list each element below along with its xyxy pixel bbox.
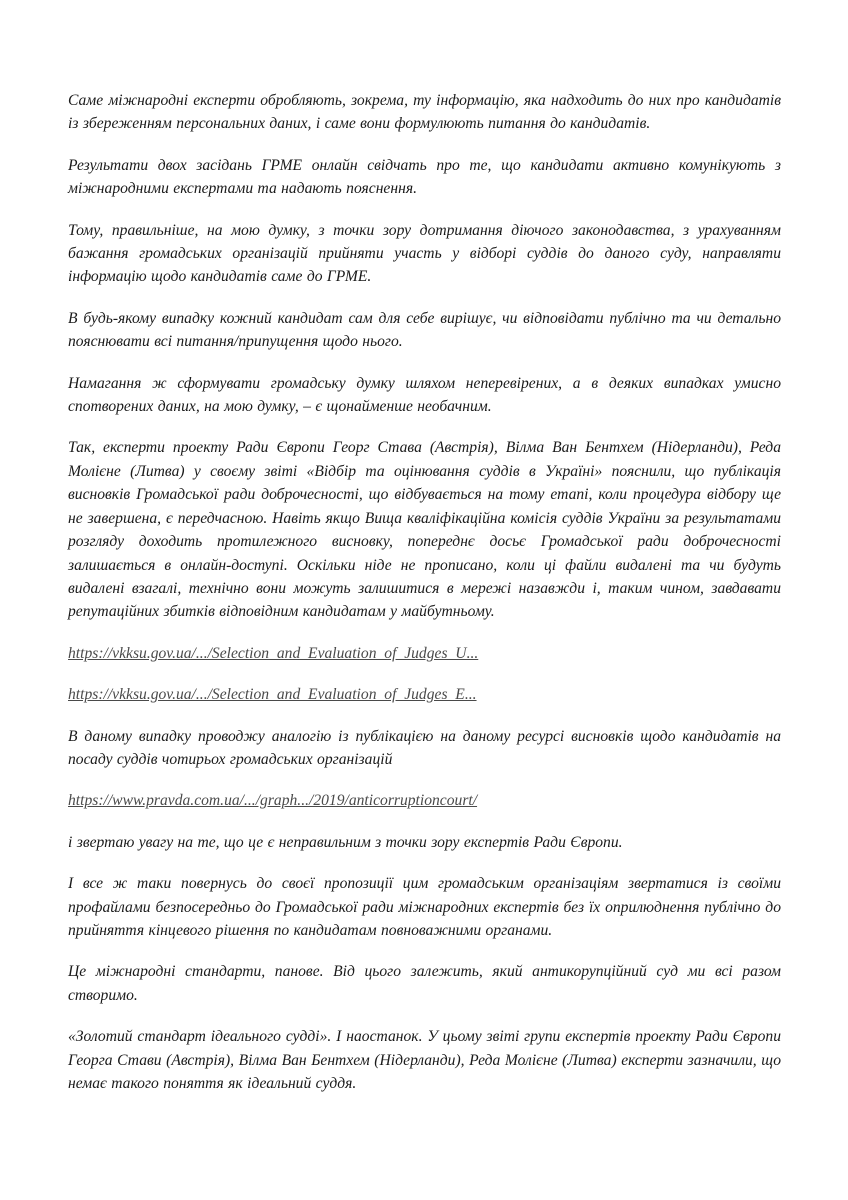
paragraph-council-of-europe-report: Так, експерти проекту Ради Європи Георг Става (Австрія), Вілма Ван Бентхем (Нідерланди), Реда Молієне (Литва) у своєму звіті «Відбір та оцінювання суддів в Україні» пояснили, що публікація висновків Громадської ради доброчесності, що відбувається на тому етапі, коли процедура відбору ще не завершена, є передчасною. Навіть якщо Вища кваліфікаційна комісія суддів України за результатами розгляду доходить протилежного висновку, попереднє досьє Громадської ради доброчесності залишається в онлайн-доступі. Оскільки ніде не прописано, коли ці файли видалені та чи будуть видалені взагалі, технічно вони можуть залишитися в мережі назавжди і, таким чином, завдавати репутаційних збитків відповідним кандидатам у майбутньому.: [68, 439, 781, 621]
paragraph-candidate-decides: В будь-якому випадку кожний кандидат сам для себе вирішує, чи відповідати публічно та чи детально пояснювати всі питання/припущення щодо нього.: [68, 309, 781, 351]
paragraph-send-to-grme: Тому, правильніше, на мою думку, з точки зору дотримання діючого законодавства, з урахуванням бажання громадських організацій прийняти участь у відборі суддів до даного суду, направляти інформацію щодо кандидатів саме до ГРМЕ.: [68, 221, 781, 286]
paragraph-analogy: В даному випадку проводжу аналогію із публікацією на даному ресурсі висновків щодо кандидатів на посаду суддів чотирьох громадських організацій: [68, 727, 781, 768]
report-link-english[interactable]: https://vkksu.gov.ua/.../Selection_and_Evaluation_of_Judges_E...: [68, 686, 477, 704]
paragraph-grme-results: Результати двох засідань ГРМЕ онлайн свідчать про те, що кандидати активно комунікують з міжнародними експертами та надають пояснення.: [68, 156, 781, 198]
paragraph-golden-standard: «Золотий стандарт ідеального судді». І наостанок. У цьому звіті групи експертів проекту Ради Європи Георга Стави (Австрія), Вілма Ван Бентхем (Нідерланди), Реда Молієне (Литва) експерти зазначили, що немає такого поняття як ідеальний суддя.: [68, 1028, 781, 1092]
paragraph-attention: і звертаю увагу на те, що це є неправильним з точки зору експертів Ради Європи.: [68, 833, 623, 851]
pravda-link[interactable]: https://www.pravda.com.ua/.../graph.../2019/anticorruptioncourt/: [68, 792, 478, 810]
paragraph-proposal: І все ж таки повернусь до своєї пропозиції цим громадським організаціям звертатися із своїми профайлами безпосередньо до Громадської ради міжнародних експертів без їх оприлюднення публічно до прийняття кінцевого рішення по кандидатам повноважними органами.: [68, 875, 781, 939]
document-page: [68, 89, 781, 1113]
paragraph-international-standards: Це міжнародні стандарти, панове. Від цього залежить, який антикорупційний суд ми всі разом створимо.: [68, 963, 781, 1004]
paragraph-public-opinion: Намагання ж сформувати громадську думку шляхом неперевірених, а в деяких випадках умисно спотворених даних, на мою думку, – є щонайменше необачним.: [68, 374, 781, 416]
paragraph-experts-process: Саме міжнародні експерти обробляють, зокрема, ту інформацію, яка надходить до них про кандидатів із збереженням персональних даних, і саме вони формулюють питання до кандидатів.: [68, 92, 781, 133]
report-link-ukrainian[interactable]: https://vkksu.gov.ua/.../Selection_and_Evaluation_of_Judges_U...: [68, 644, 479, 662]
